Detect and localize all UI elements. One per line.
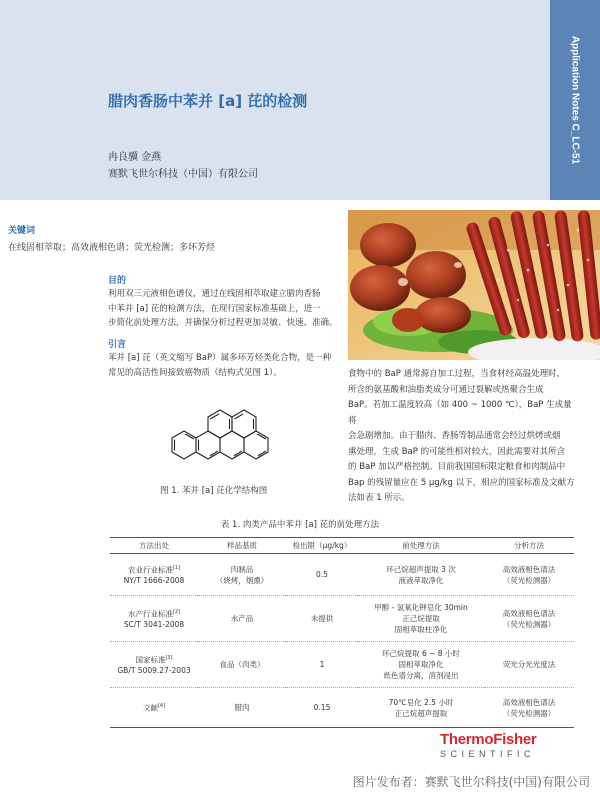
prep-line: 纸色谱分离，溶剂浸出 — [383, 671, 459, 680]
source-name: 农业行业标准[1] — [127, 564, 181, 575]
lod-cell: 未提供 — [286, 596, 358, 642]
thermofisher-logo — [440, 731, 536, 759]
matrix-cell: 腊肉 — [198, 688, 286, 728]
logo-sub-text: SCIENTIFIC — [440, 749, 536, 759]
analysis-line: 高效液相色谱法 — [502, 564, 556, 574]
analysis-line: （荧光检测器） — [502, 575, 556, 585]
sausage-photo — [348, 210, 600, 360]
keywords-text: 在线固相萃取；高效液相色谱；荧光检测；多环芳烃 — [8, 243, 216, 253]
intro-right-line: 食物中的 BaP 通常源自加工过程，当食材经高温处理时， — [348, 369, 566, 379]
purpose-line: 步简化前处理方法，并确保分析过程更加灵敏、快速、准确。 — [108, 318, 338, 328]
prep-line: 固相萃取柱净化 — [394, 625, 448, 634]
lod-cell: 0.5 — [286, 554, 358, 596]
column-header: 样品基质 — [198, 538, 286, 554]
column-header: 检出限（μg/kg） — [286, 538, 358, 554]
company-name: 赛默飞世尔科技（中国）有限公司 — [108, 169, 258, 180]
prep-line: 固相萃取净化 — [398, 660, 444, 669]
intro-right-line: 熏处理，生成 BaP 的可能性相对较大，因此需要对其所含 — [348, 446, 566, 457]
intro-right-line: 法如表 1 所示。 — [348, 493, 410, 503]
intro-line: 常见的高活性间接致癌物质（结构式见图 1）。 — [108, 367, 282, 378]
purpose-line: 利用双三元液相色谱仪，通过在线固相萃取建立腊肉香肠 — [108, 289, 321, 299]
prep-line: 环己烷提取 6 ~ 8 小时 — [382, 649, 460, 658]
document-title: 腊肉香肠中苯并 [a] 芘的检测 — [108, 92, 308, 110]
intro-heading: 引言 — [108, 340, 127, 350]
intro-right-line: BaP。若加工温度较高（如 400 ~ 1000 ℃），BaP 生成量将 — [348, 400, 572, 426]
purpose-line: 中苯并 [a] 芘的检测方法，在现行国家标准基础上，进一 — [108, 303, 321, 314]
lod-cell: 0.15 — [286, 688, 358, 728]
prep-line: 70℃皂化 2.5 小时 — [388, 697, 454, 707]
intro-right-line: Bap 的残留量应在 5 μg/kg 以下，相应的国家标准及文献方 — [348, 477, 575, 488]
source-code: NY/T 1666-2008 — [123, 576, 185, 586]
source-code: SC/T 3041-2008 — [123, 620, 185, 630]
intro-right-line: 会急剧增加。由于腊肉、香肠等制品通常会经过烘烤或烟 — [348, 431, 561, 441]
logo-main-text: ThermoFisher — [440, 731, 537, 748]
prep-line: 甲醇 - 氢氧化钾皂化 30min — [374, 603, 468, 612]
source-name: 国家标准[3] — [135, 654, 173, 665]
column-header: 方法出处 — [110, 538, 198, 554]
analysis-line: 高效液相色谱法 — [502, 608, 556, 618]
column-header: 分析方法 — [484, 538, 574, 554]
intro-right-paragraph — [348, 367, 576, 507]
intro-line: 苯并 [a] 芘（英文缩写 BaP）属多环芳烃类化合物，是一种 — [108, 353, 332, 363]
analysis-line: （荧光检测器） — [502, 708, 556, 718]
column-header: 前处理方法 — [358, 538, 484, 554]
figure-caption: 图 1. 苯并 [a] 芘化学结构图 — [160, 486, 268, 496]
lod-cell: 1 — [286, 642, 358, 688]
matrix-cell: 食品（肉类） — [198, 642, 286, 688]
authors: 冉良骥 金燕 — [108, 152, 162, 163]
table-row — [110, 688, 574, 728]
analysis-line: 荧光分光光度法 — [484, 642, 574, 688]
purpose-heading: 目的 — [108, 276, 127, 286]
table-header-row — [110, 538, 574, 554]
matrix-cell: 水产品 — [198, 596, 286, 642]
source-name: 文献[4] — [142, 703, 166, 713]
table-caption: 表 1. 肉类产品中苯并 [a] 芘的前处理方法 — [220, 520, 380, 530]
intro-paragraph — [108, 351, 340, 380]
source-name: 水产行业标准[2] — [127, 608, 181, 619]
analysis-line: （荧光检测器） — [502, 619, 556, 629]
pretreatment-table — [110, 537, 574, 728]
prep-line: 液液萃取净化 — [398, 575, 444, 585]
intro-right-line: 的 BaP 加以严格控制。目前我国国标限定粮食和肉制品中 — [348, 462, 566, 472]
purpose-paragraph — [108, 287, 340, 331]
table-row — [110, 596, 574, 642]
application-notes-label: Application Notes C_LC-51 — [569, 35, 581, 165]
keywords-heading: 关键词 — [8, 226, 36, 236]
analysis-line: 高效液相色谱法 — [502, 697, 556, 707]
prep-line: 正己烷超声提取 — [394, 708, 448, 718]
publisher-credit: 图片发布者：赛默飞世尔科技(中国)有限公司 — [352, 775, 590, 789]
source-code: GB/T 5009.27-2003 — [117, 666, 191, 676]
prep-line: 正己烷提取 — [402, 614, 440, 623]
matrix-cell: （烧烤，烟熏） — [215, 575, 269, 585]
matrix-cell: 肉制品 — [230, 564, 254, 574]
benzopyrene-structure — [162, 404, 282, 474]
table-row — [110, 554, 574, 596]
intro-right-line: 所含的氨基酸和油脂类成分可通过裂解或热聚合生成 — [348, 384, 544, 395]
prep-line: 环己烷超声提取 3 次 — [386, 564, 456, 574]
table-row — [110, 642, 574, 688]
